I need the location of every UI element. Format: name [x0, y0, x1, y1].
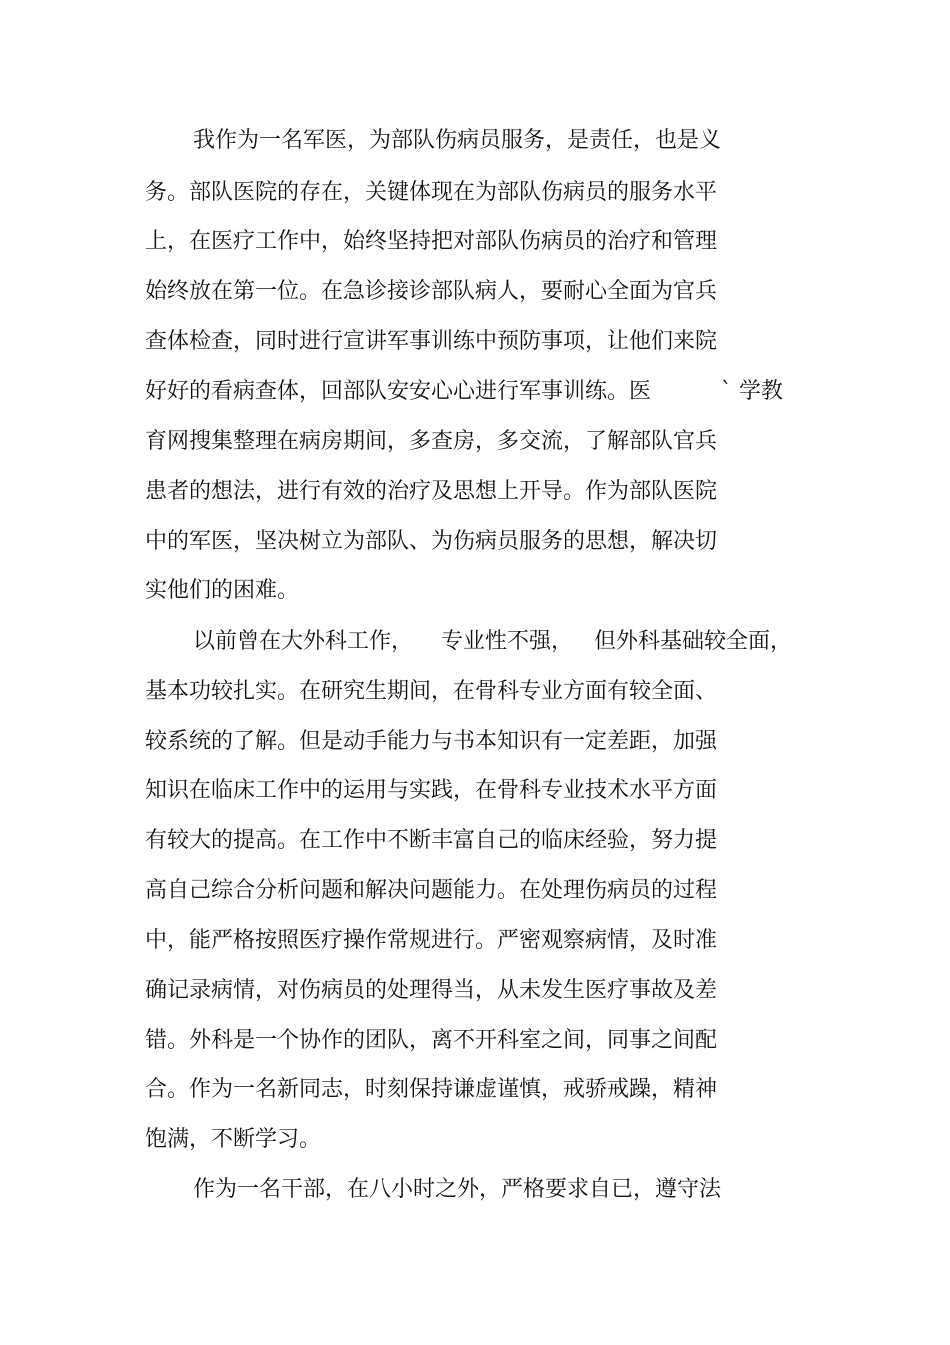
paragraph-1-line-10: 实他们的困难。 [145, 578, 300, 603]
paragraph-2-line-6: 高自己综合分析问题和解决问题能力。在处理伤病员的过程 [145, 878, 718, 903]
paragraph-2-line-11: 饱满，不断学习。 [145, 1127, 322, 1152]
paragraph-1-line-7: 育网搜集整理在病房期间，多查房，多交流，了解部队官兵 [145, 429, 718, 454]
paragraph-1-line-2: 务。部队医院的存在，关键体现在为部队伤病员的服务水平 [145, 180, 718, 205]
paragraph-2-line-1: 以前曾在大外科工作， 专业性不强， 但外科基础较全面， [193, 629, 792, 654]
paragraph-2-line-10: 合。作为一名新同志，时刻保持谦虚谨慎，戒骄戒躁，精神 [145, 1077, 718, 1102]
paragraph-2-line-9: 错。外科是一个协作的团队，离不开科室之间，同事之间配 [145, 1028, 718, 1053]
paragraph-3-line-1: 作为一名干部，在八小时之外，严格要求自已，遵守法 [193, 1177, 722, 1202]
paragraph-2-line-3: 较系统的了解。但是动手能力与书本知识有一定差距，加强 [145, 729, 718, 754]
paragraph-1-line-1: 我作为一名军医，为部队伤病员服务，是责任，也是义 [193, 128, 722, 153]
paragraph-2-line-8: 确记录病情，对伤病员的处理得当，从未发生医疗事故及差 [145, 978, 718, 1003]
paragraph-1-line-9: 中的军医，坚决树立为部队、为伤病员服务的思想，解决切 [145, 529, 718, 554]
paragraph-1-line-5: 查体检查，同时进行宣讲军事训练中预防事项，让他们来院 [145, 329, 718, 354]
paragraph-2-line-5: 有较大的提高。在工作中不断丰富自己的临床经验，努力提 [145, 828, 718, 853]
paragraph-2-line-2: 基本功较扎实。在研究生期间，在骨科专业方面有较全面、 [145, 679, 718, 704]
paragraph-1-line-4: 始终放在第一位。在急诊接诊部队病人，要耐心全面为官兵 [145, 279, 718, 304]
paragraph-2-line-4: 知识在临床工作中的运用与实践，在骨科专业技术水平方面 [145, 778, 718, 803]
paragraph-2-line-7: 中，能严格按照医疗操作常规进行。严密观察病情，及时准 [145, 928, 718, 953]
paragraph-1-line-3: 上，在医疗工作中，始终坚持把对部队伤病员的治疗和管理 [145, 229, 718, 254]
paragraph-1-line-6: 好好的看病查体，回部队安安心心进行军事训练。医 ` 学教 [145, 379, 783, 404]
paragraph-1-line-8: 患者的想法，进行有效的治疗及思想上开导。作为部队医院 [145, 479, 718, 504]
